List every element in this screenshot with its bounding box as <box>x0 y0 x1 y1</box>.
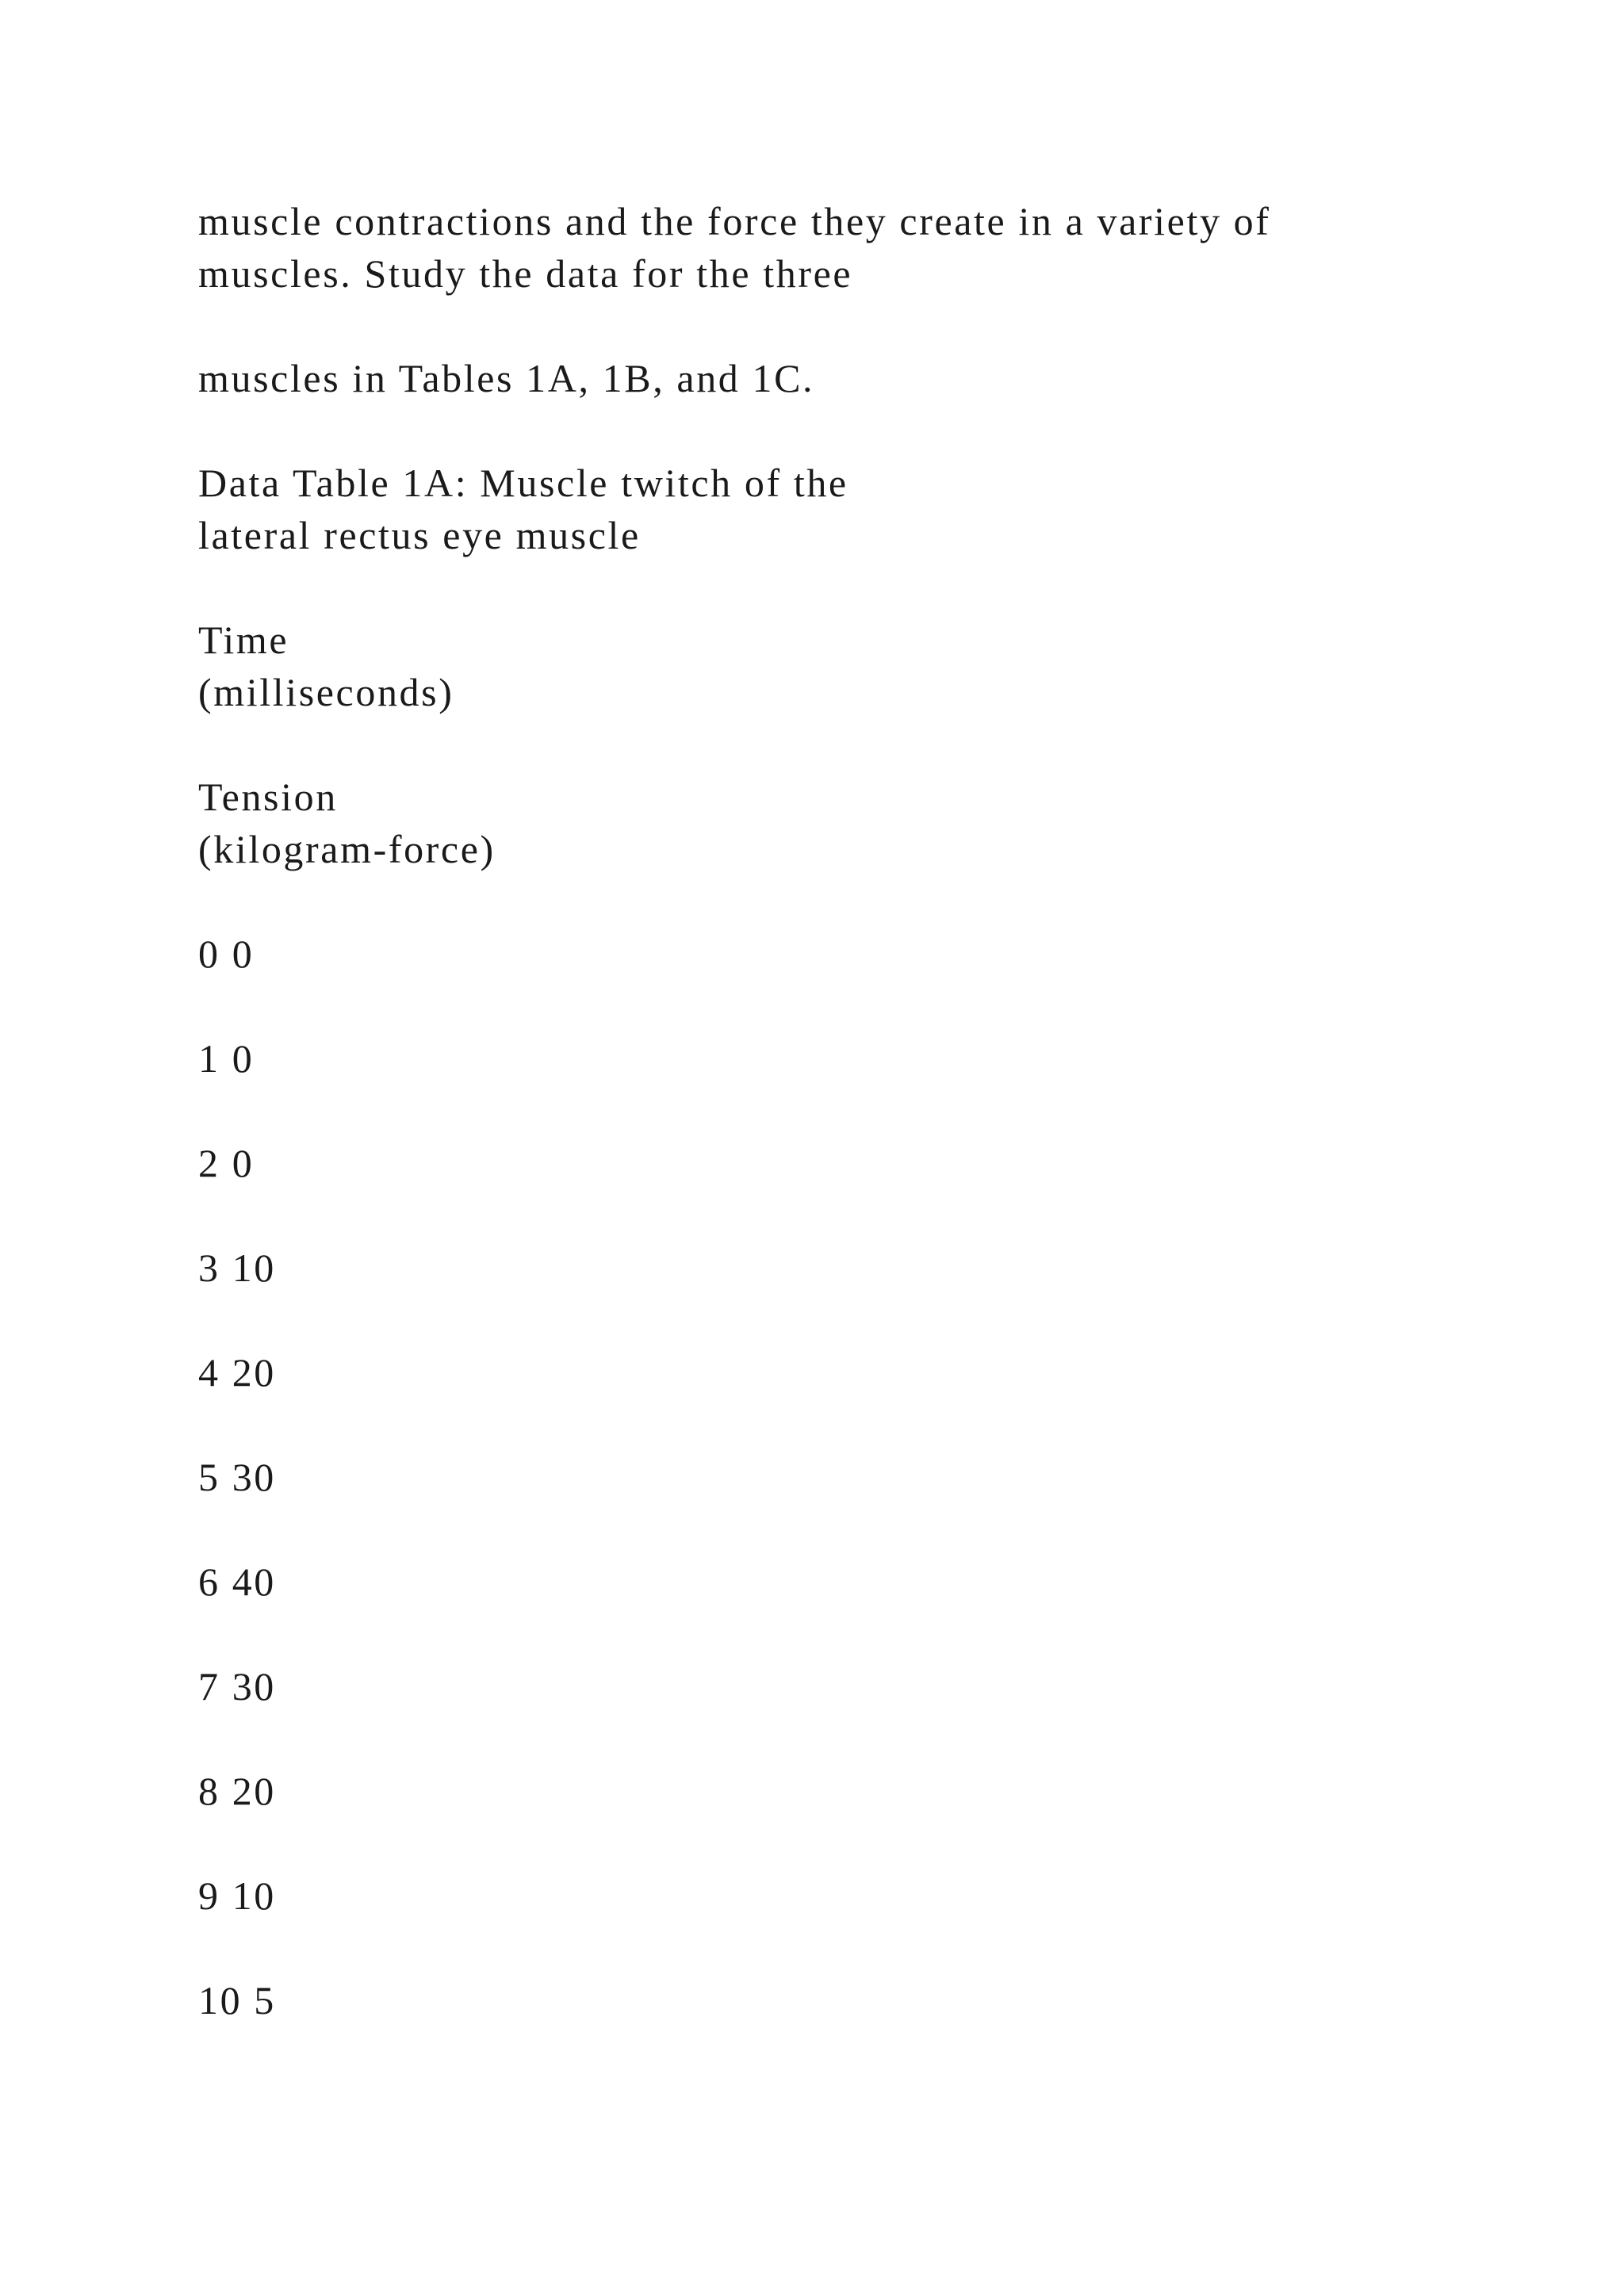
table-row: 9 10 <box>198 1873 276 1918</box>
document-page <box>198 195 1546 2079</box>
table-row: 7 30 <box>198 1664 276 1709</box>
table-caption-line-2: lateral rectus eye muscle <box>198 513 641 557</box>
table-row: 0 0 <box>198 932 255 976</box>
column-header-time-label: Time <box>198 618 289 662</box>
intro-line-2: muscles. Study the data for the three <box>198 251 853 296</box>
intro-line-1: muscle contractions and the force they create in a variety of <box>198 199 1271 243</box>
table-row: 4 20 <box>198 1350 276 1395</box>
table-row: 2 0 <box>198 1141 255 1185</box>
table-row: 6 40 <box>198 1559 276 1604</box>
intro-line-3: muscles in Tables 1A, 1B, and 1C. <box>198 356 815 400</box>
table-row: 5 30 <box>198 1455 276 1499</box>
table-row: 8 20 <box>198 1769 276 1813</box>
column-header-tension-label: Tension <box>198 775 338 819</box>
table-row: 3 10 <box>198 1246 276 1290</box>
column-header-tension <box>198 771 1546 875</box>
column-header-tension-unit: (kilogram-force) <box>198 827 496 871</box>
table-caption-line-1: Data Table 1A: Muscle twitch of the <box>198 461 848 505</box>
table-caption <box>198 457 1546 561</box>
table-row: 1 0 <box>198 1036 255 1081</box>
intro-paragraph-1 <box>198 195 1546 300</box>
table-row: 10 5 <box>198 1978 276 2022</box>
column-header-time-unit: (milliseconds) <box>198 670 454 714</box>
column-header-time <box>198 614 1546 718</box>
intro-paragraph-2 <box>198 352 1546 404</box>
